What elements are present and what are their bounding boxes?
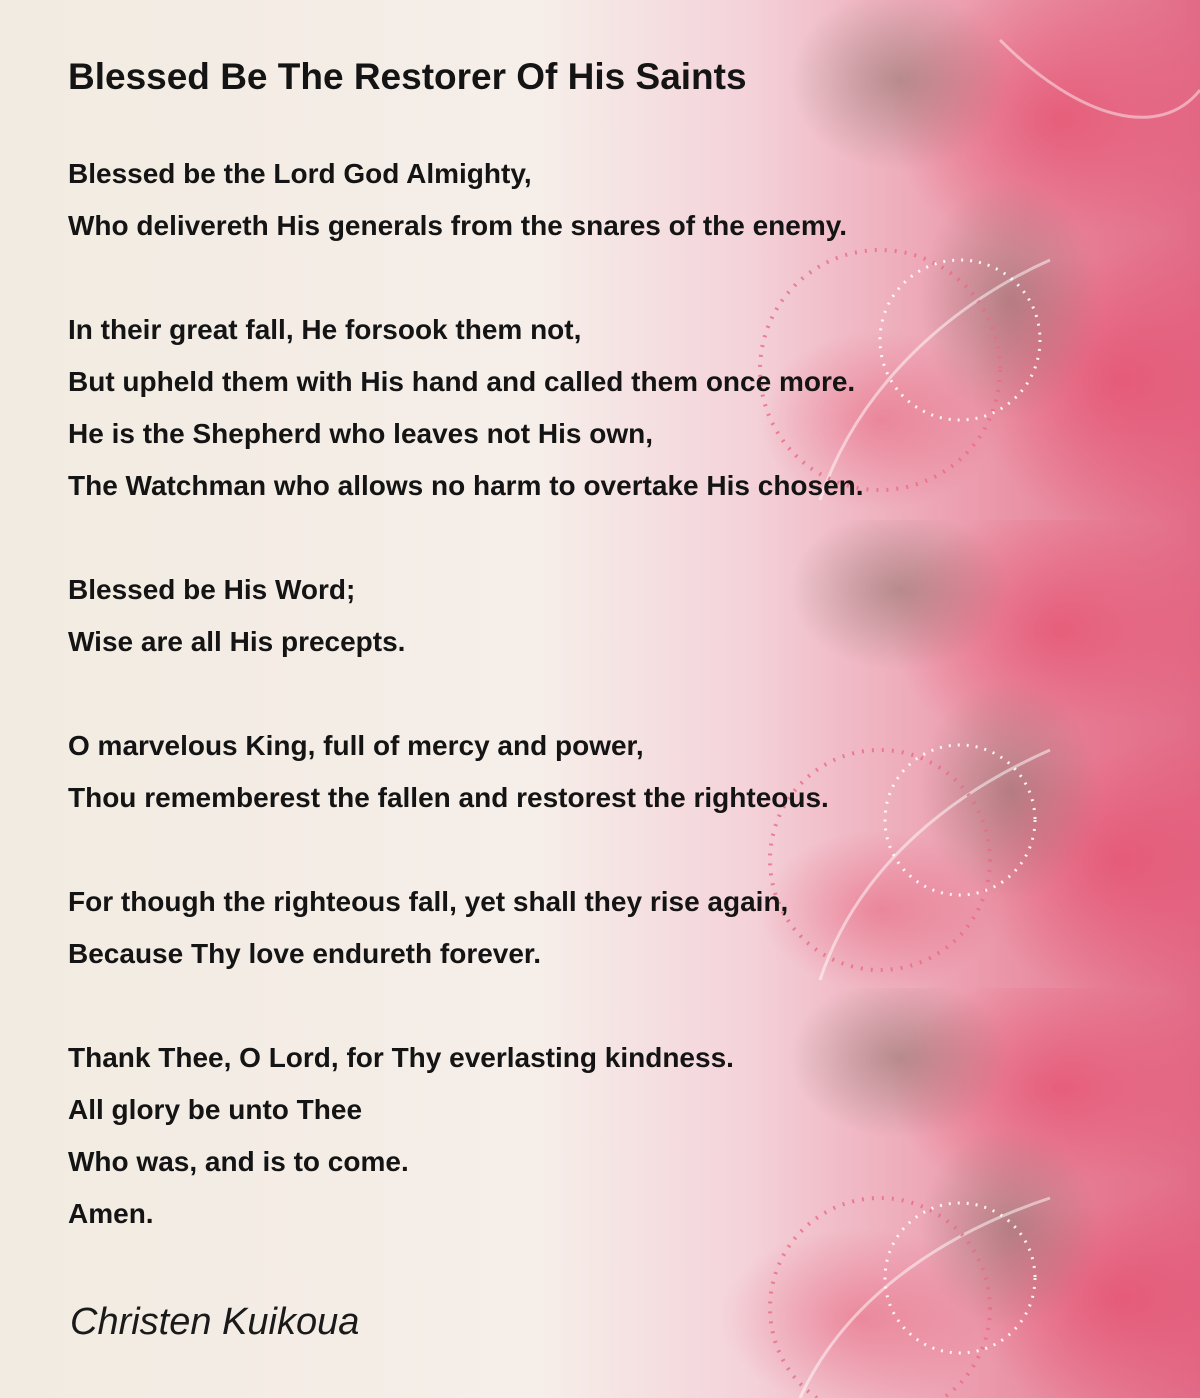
poem-line: Wise are all His precepts. (68, 626, 406, 657)
stanza (68, 564, 864, 668)
stanza (68, 1032, 864, 1240)
poem-line: He is the Shepherd who leaves not His own, (68, 418, 654, 449)
poem-line: Blessed be the Lord God Almighty, (68, 158, 532, 189)
stanza (68, 876, 864, 980)
poem-line: O marvelous King, full of mercy and power, (68, 730, 644, 761)
poem-title: Blessed Be The Restorer Of His Saints (68, 56, 747, 97)
poem-line: But upheld them with His hand and called them once more. (68, 366, 856, 397)
stanza (68, 304, 864, 512)
poem-line: Because Thy love endureth forever. (68, 938, 542, 969)
poem-line: Thank Thee, O Lord, for Thy everlasting kindness. (68, 1042, 734, 1073)
poem-line: For though the righteous fall, yet shall they rise again, (68, 886, 789, 917)
poem-line: In their great fall, He forsook them not, (68, 314, 582, 345)
poem-line: Amen. (68, 1198, 154, 1229)
stanza (68, 148, 864, 252)
poem-line: Blessed be His Word; (68, 574, 356, 605)
stanza (68, 720, 864, 824)
poem-line: Thou rememberest the fallen and restorest the righteous. (68, 782, 829, 813)
poem-line: The Watchman who allows no harm to overtake His chosen. (68, 470, 864, 501)
poem-body (68, 148, 864, 1292)
poem-author[interactable]: Christen Kuikoua (70, 1301, 360, 1343)
poem-line: All glory be unto Thee (68, 1094, 363, 1125)
poem-line: Who delivereth His generals from the snares of the enemy. (68, 210, 848, 241)
poem-line: Who was, and is to come. (68, 1146, 409, 1177)
